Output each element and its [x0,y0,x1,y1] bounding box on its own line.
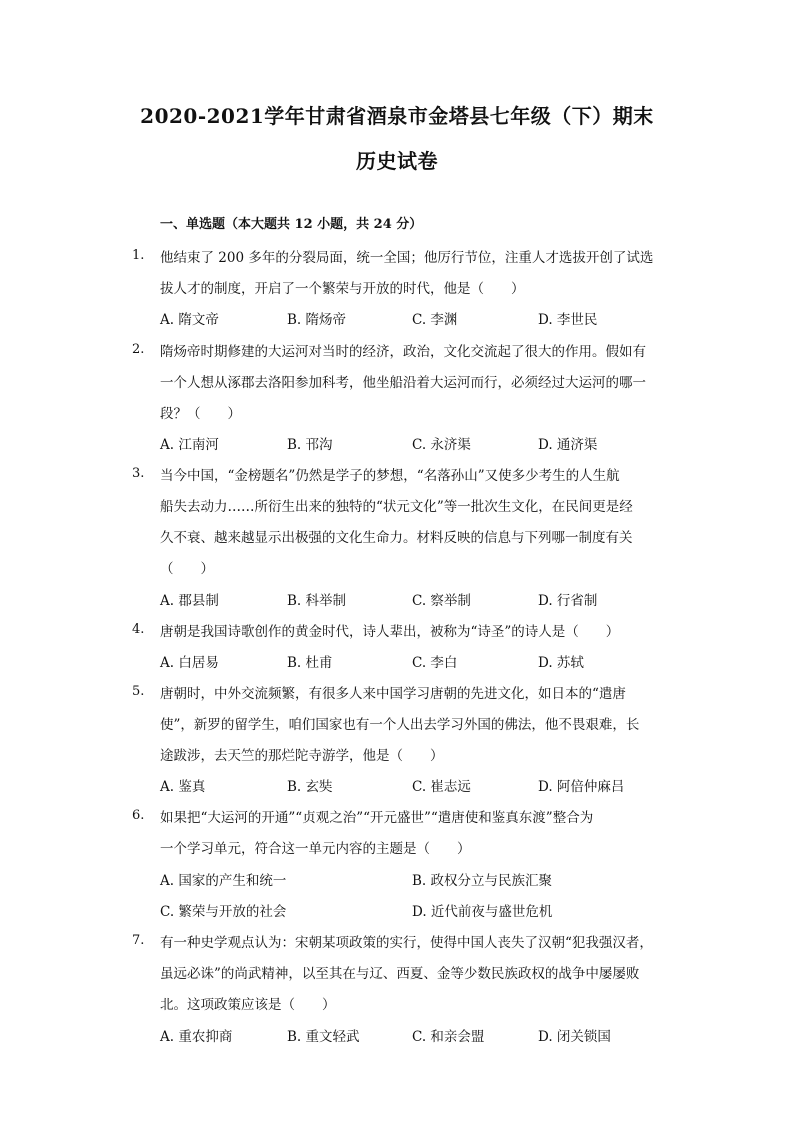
option-b: B. 政权分立与民族汇聚 [412,873,553,889]
question-text-line: 一个学习单元，符合这一单元内容的主题是（ ） [160,841,471,857]
option-d: D. 李世民 [538,312,598,328]
option-d: D. 阿倍仲麻吕 [538,779,625,795]
option-d: D. 苏轼 [538,655,584,671]
question-text-line: 隋炀帝时期修建的大运河对当时的经济，政治，文化交流起了很大的作用。假如有 [160,344,646,360]
question-number: 3. [132,466,145,481]
option-c: C. 察举制 [412,593,471,609]
option-c: C. 永济渠 [412,437,471,453]
option-d: D. 近代前夜与盛世危机 [412,904,553,920]
option-c: C. 繁荣与开放的社会 [160,904,287,920]
question-text-line: 当今中国，“金榜题名”仍然是学子的梦想，“名落孙山”又使多少考生的人生航 [160,468,620,484]
question-text-line: 虽远必诛”的尚武精神，以至其在与辽、西夏、金等少数民族政权的战争中屡屡败 [160,966,640,982]
option-a: A. 白居易 [160,655,219,671]
option-b: B. 重文轻武 [287,1029,360,1045]
question-number: 7. [132,933,145,948]
option-b: B. 邗沟 [287,437,333,453]
question-number: 2. [132,342,145,357]
option-a: A. 重农抑商 [160,1029,233,1045]
option-a: A. 国家的产生和统一 [160,873,287,889]
option-a: A. 鉴真 [160,779,206,795]
option-a: A. 隋文帝 [160,312,219,328]
question-text-line: 北。这项政策应该是（ ） [160,997,336,1013]
question-number: 4. [132,622,145,637]
option-b: B. 杜甫 [287,655,333,671]
option-a: A. 江南河 [160,437,219,453]
question-text-line: 久不衰、越来越显示出极强的文化生命力。材料反映的信息与下列哪一制度有关 [160,530,633,546]
question-text-line: 他结束了 200 多年的分裂局面，统一全国；他厉行节位，注重人才选拔开创了试选 [160,250,654,266]
option-b: B. 玄奘 [287,779,333,795]
option-d: D. 闭关锁国 [538,1029,611,1045]
question-text-line: 唐朝时，中外交流频繁，有很多人来中国学习唐朝的先进文化，如日本的“遣唐 [160,686,626,702]
question-text-line: （ ） [160,561,214,577]
exam-title-line1: 2020-2021学年甘肃省酒泉市金塔县七年级（下）期末 [140,104,654,128]
option-b: B. 隋炀帝 [287,312,347,328]
option-c: C. 李白 [412,655,458,671]
question-text-line: 途跋涉，去天竺的那烂陀寺游学，他是（ ） [160,748,444,764]
question-text-line: 段？（ ） [160,406,241,422]
question-number: 1. [132,248,145,263]
question-text-line: 一个人想从涿郡去洛阳参加科考，他坐船沿着大运河而行，必须经过大运河的哪一 [160,375,646,391]
question-text-line: 使”，新罗的留学生，咱们国家也有一个人出去学习外国的佛法，他不畏艰难，长 [160,717,640,733]
question-number: 5. [132,684,145,699]
question-text-line: 拔人才的制度，开启了一个繁荣与开放的时代，他是（ ） [160,281,525,297]
question-number: 6. [132,808,145,823]
option-c: C. 崔志远 [412,779,471,795]
option-c: C. 和亲会盟 [412,1029,485,1045]
section-heading: 一、单选题（本大题共 12 小题，共 24 分） [160,217,423,232]
question-text-line: 有一种史学观点认为：宋朝某项政策的实行，使得中国人丧失了汉朝“犯我强汉者， [160,935,653,951]
exam-title-line2: 历史试卷 [356,149,438,173]
option-b: B. 科举制 [287,593,347,609]
option-d: D. 行省制 [538,593,598,609]
question-text-line: 唐朝是我国诗歌创作的黄金时代，诗人辈出，被称为“诗圣”的诗人是（ ） [160,624,620,640]
question-text-line: 如果把“大运河的开通”“贞观之治”“开元盛世”“遣唐使和鉴真东渡”整合为 [160,810,594,826]
option-d: D. 通济渠 [538,437,598,453]
question-text-line: 船失去动力……所衍生出来的独特的“状元文化”等一批次生文化，在民间更是经 [160,499,633,515]
option-c: C. 李渊 [412,312,458,328]
option-a: A. 郡县制 [160,593,219,609]
